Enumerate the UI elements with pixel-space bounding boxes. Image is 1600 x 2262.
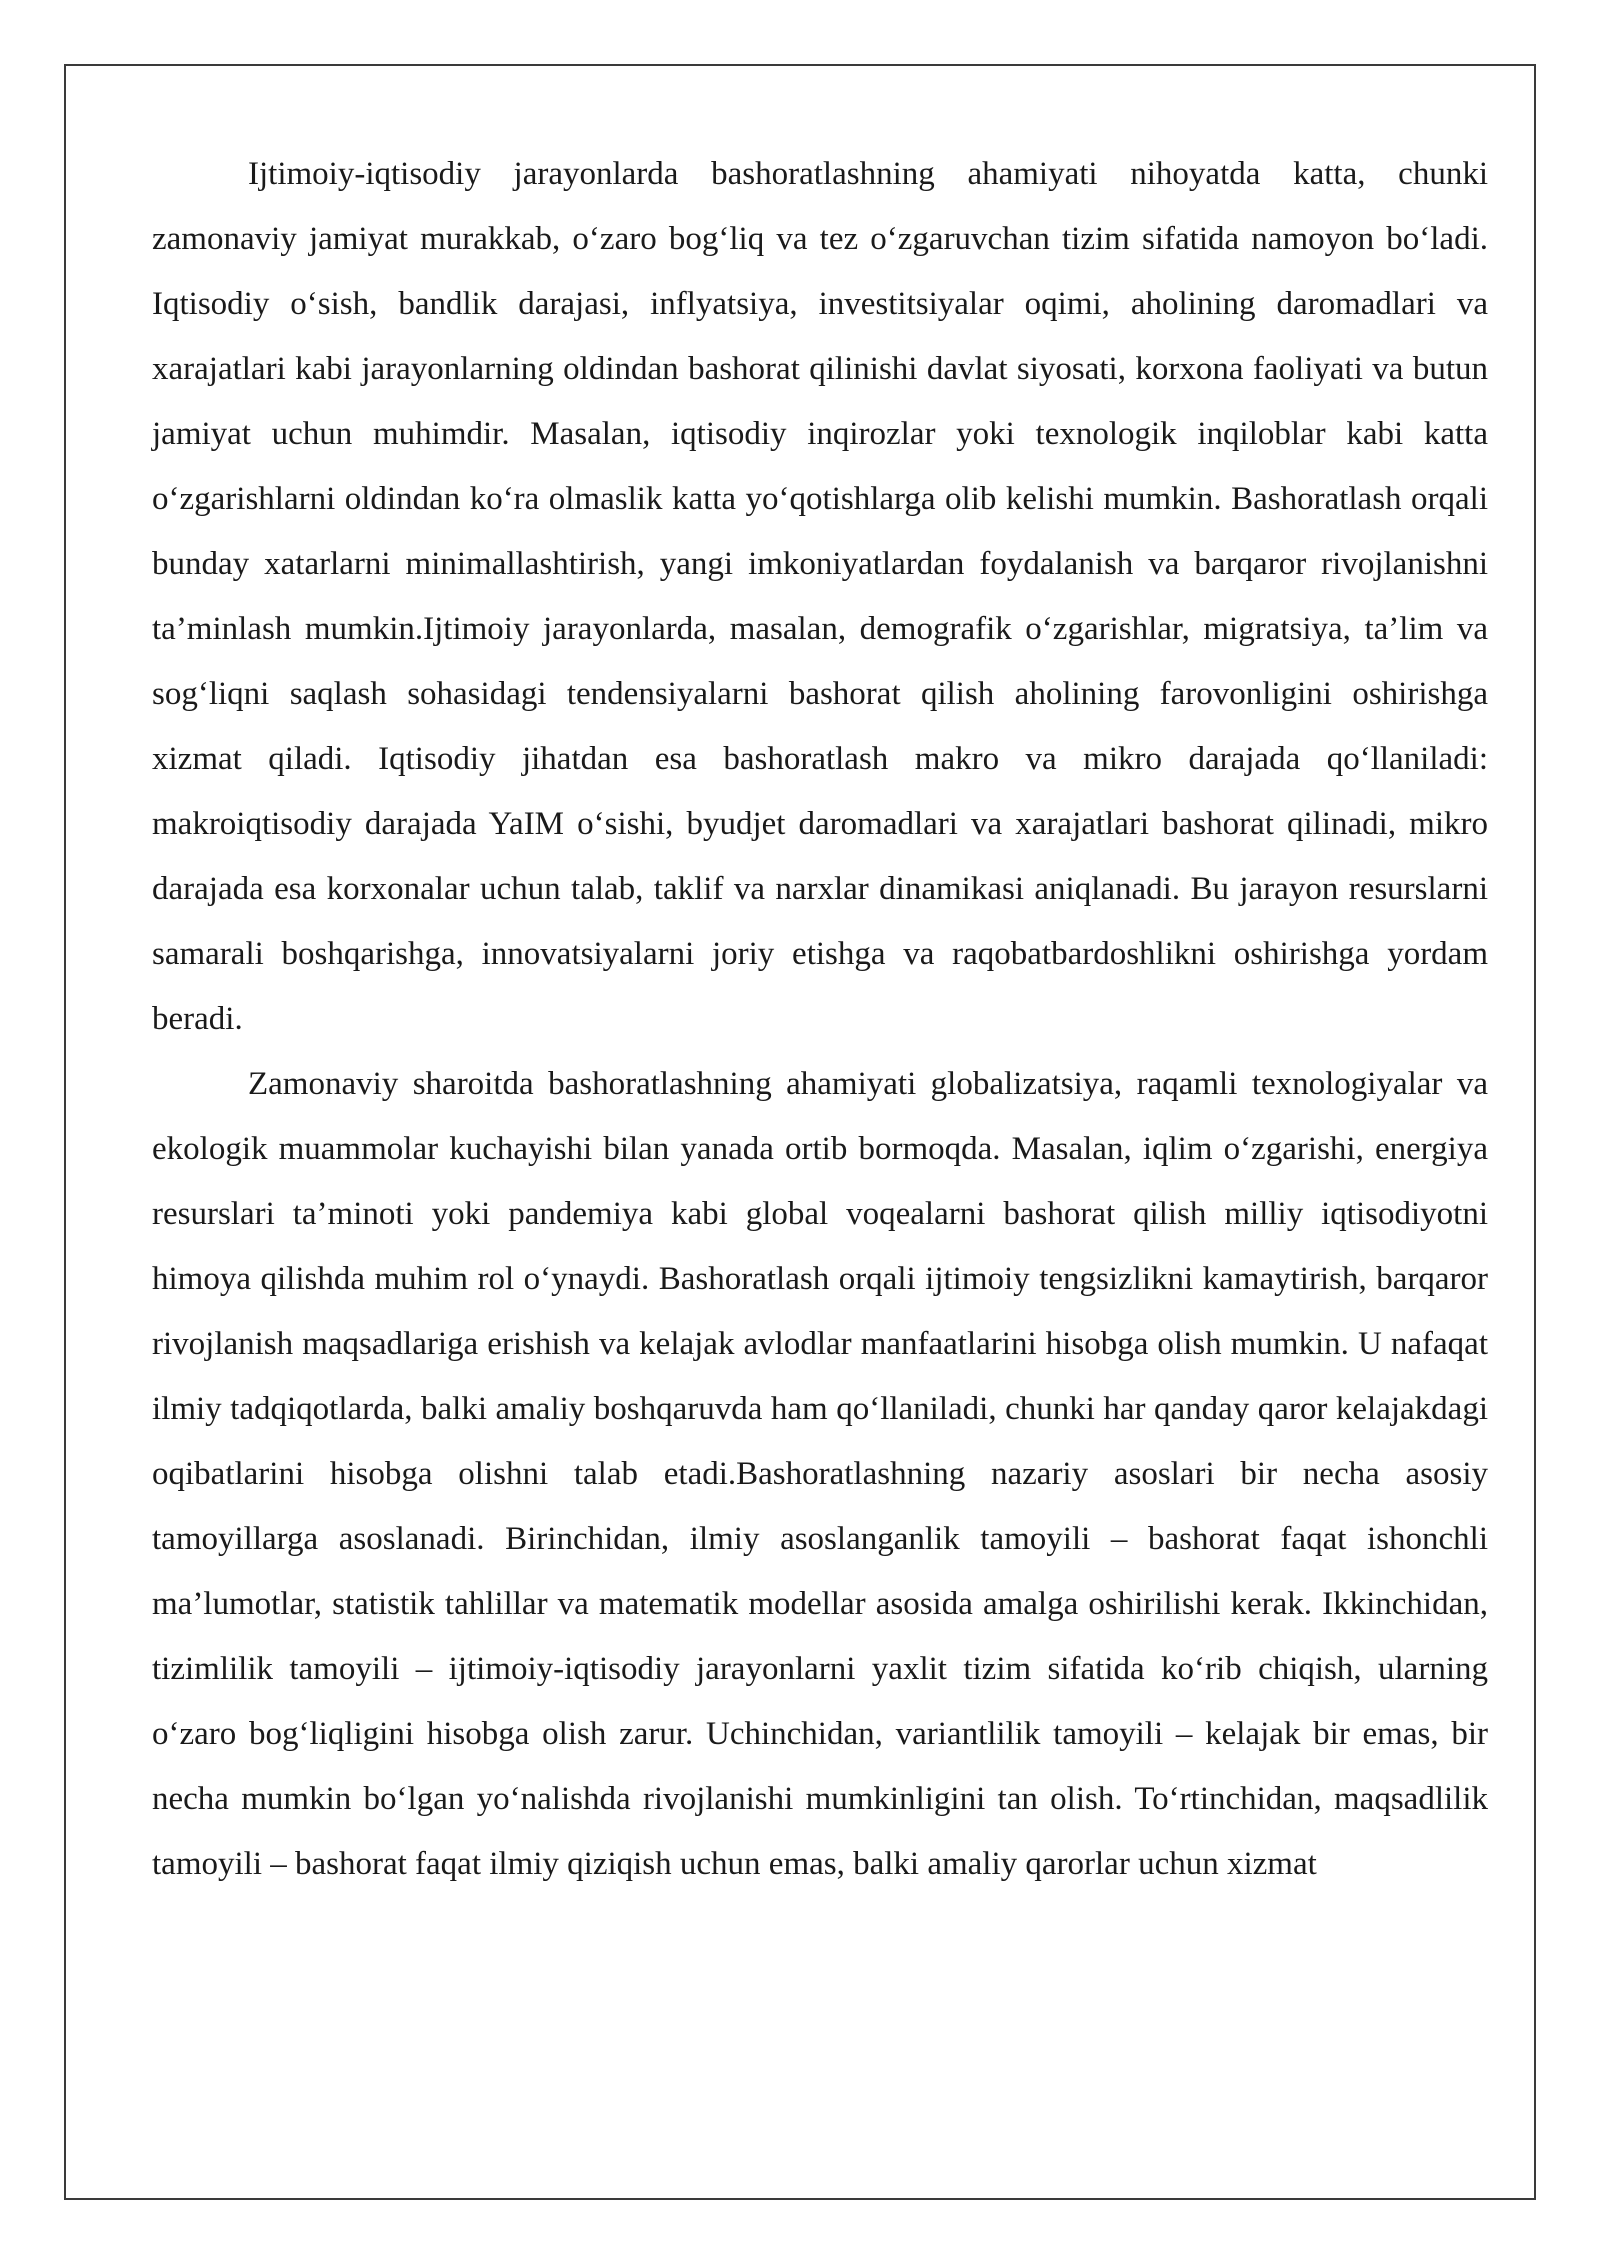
paragraph-2: Zamonaviy sharoitda bashoratlashning ahamiyati globalizatsiya, raqamli texnologiyalar va ekologik muammolar kuchayishi bilan yanada ortib bormoqda. Masalan, iqlim o‘zgarishi, energiya resurslari ta’minoti yoki pandemiya kabi global voqealarni bashorat qilish milliy iqtisodiyotni himoya qilishda muhim rol o‘ynaydi. Bashoratlash orqali ijtimoiy tengsizlikni kamaytirish, barqaror rivojlanish maqsadlariga erishish va kelajak avlodlar manfaatlarini hisobga olish mumkin. U nafaqat ilmiy tadqiqotlarda, balki amaliy boshqaruvda ham qo‘llaniladi, chunki har qanday qaror kelajakdagi oqibatlarini hisobga olishni talab etadi.Bashoratlashning nazariy asoslari bir necha asosiy tamoyillarga asoslanadi. Birinchidan, ilmiy asoslanganlik tamoyili – bashorat faqat ishonchli ma’lumotlar, statistik tahlillar va matematik modellar asosida amalga oshirilishi kerak. Ikkinchidan, tizimlilik tamoyili – ijtimoiy-iqtisodiy jarayonlarni yaxlit tizim sifatida ko‘rib chiqish, ularning o‘zaro bog‘liqligini hisobga olish zarur. Uchinchidan, variantlilik tamoyili – kelajak bir emas, bir necha mumkin bo‘lgan yo‘nalishda rivojlanishi mumkinligini tan olish. To‘rtinchidan, maqsadlilik tamoyili – bashorat faqat ilmiy qiziqish uchun emas, balki amaliy qarorlar uchun xizmat bbox=[152, 1066, 1488, 1882]
document-body bbox=[152, 142, 1488, 1897]
paragraph-1: Ijtimoiy-iqtisodiy jarayonlarda bashoratlashning ahamiyati nihoyatda katta, chunki zamonaviy jamiyat murakkab, o‘zaro bog‘liq va tez o‘zgaruvchan tizim sifatida namoyon bo‘ladi. Iqtisodiy o‘sish, bandlik darajasi, inflyatsiya, investitsiyalar oqimi, aholining daromadlari va xarajatlari kabi jarayonlarning oldindan bashorat qilinishi davlat siyosati, korxona faoliyati va butun jamiyat uchun muhimdir. Masalan, iqtisodiy inqirozlar yoki texnologik inqiloblar kabi katta o‘zgarishlarni oldindan ko‘ra olmaslik katta yo‘qotishlarga olib kelishi mumkin. Bashoratlash orqali bunday xatarlarni minimallashtirish, yangi imkoniyatlardan foydalanish va barqaror rivojlanishni ta’minlash mumkin.Ijtimoiy jarayonlarda, masalan, demografik o‘zgarishlar, migratsiya, ta’lim va sog‘liqni saqlash sohasidagi tendensiyalarni bashorat qilish aholining farovonligini oshirishga xizmat qiladi. Iqtisodiy jihatdan esa bashoratlash makro va mikro darajada qo‘llaniladi: makroiqtisodiy darajada YaIM o‘sishi, byudjet daromadlari va xarajatlari bashorat qilinadi, mikro darajada esa korxonalar uchun talab, taklif va narxlar dinamikasi aniqlanadi. Bu jarayon resurslarni samarali boshqarishga, innovatsiyalarni joriy etishga va raqobatbardoshlikni oshirishga yordam beradi. bbox=[152, 156, 1488, 1037]
